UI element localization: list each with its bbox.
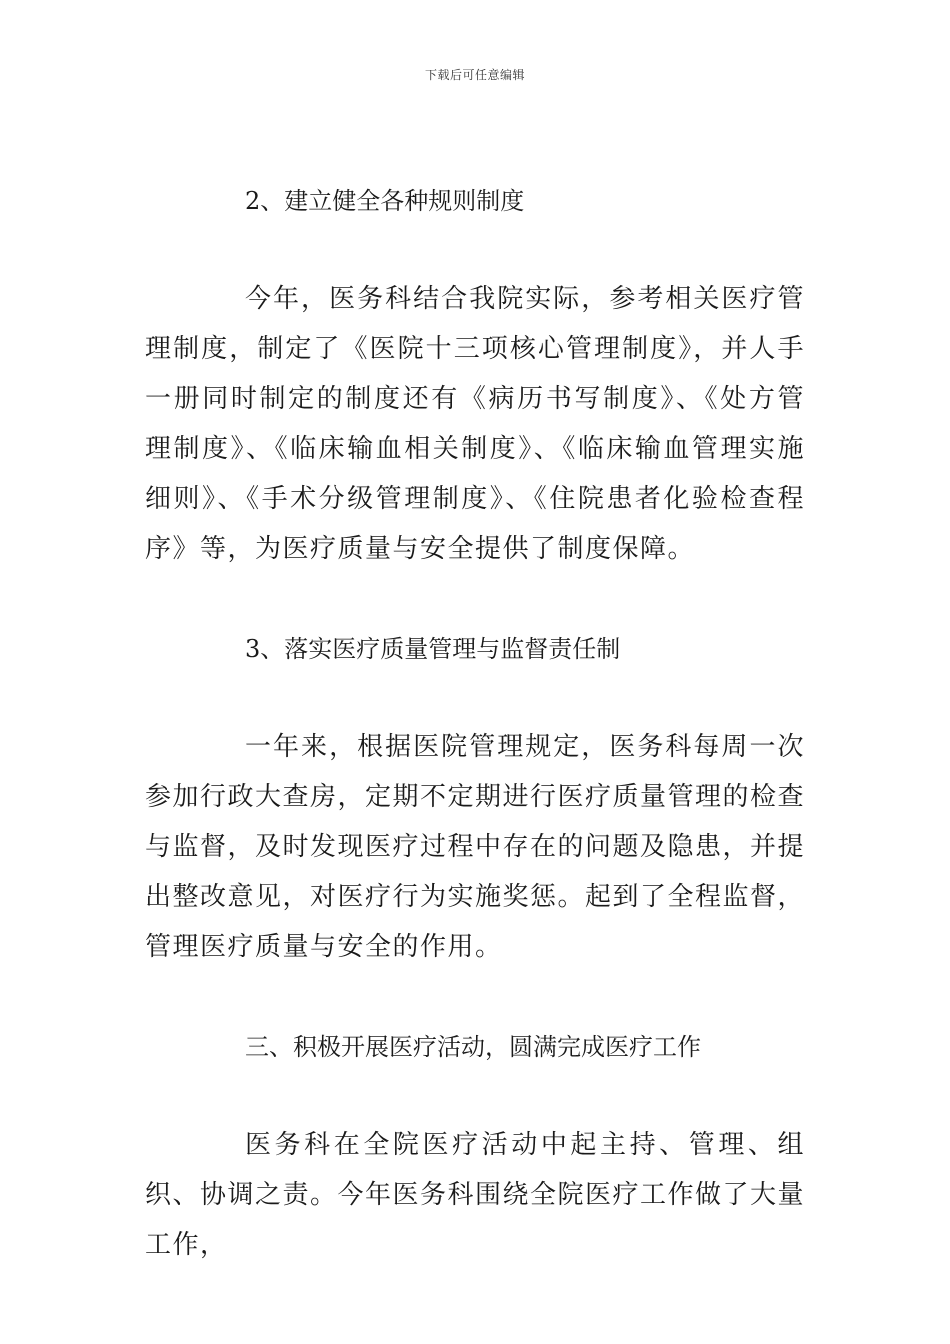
page-header-note: 下载后可任意编辑 <box>424 68 525 82</box>
spacer <box>145 1072 805 1120</box>
section-paragraph-3: 一年来，根据医院管理规定，医务科每周一次参加行政大查房，定期不定期进行医疗质量管理的检查与监督，及时发现医疗过程中存在的问题及隐患，并提出整改意见，对医疗行为实施奖惩。起到了全程监督，管理医疗质量与安全的作用。 <box>145 732 806 962</box>
section-paragraph-2: 今年，医务科结合我院实际，参考相关医疗管理制度，制定了《医院十三项核心管理制度》，并人手一册同时制定的制度还有《病历书写制度》、《处方管理制度》、《临床输血相关制度》、《临床输血管理实施细则》、《手术分级管理制度》、《住院患者化验检查程序》等，为医疗质量与安全提供了制度保障。 <box>145 284 805 564</box>
spacer <box>145 972 805 1022</box>
section-paragraph-three: 医务科在全院医疗活动中起主持、管理、组织、协调之责。今年医务科围绕全院医疗工作做了大量工作， <box>145 1130 806 1260</box>
section-heading-3: 3、落实医疗质量管理与监督责任制 <box>245 635 621 663</box>
section-heading-three: 三、积极开展医疗活动，圆满完成医疗工作 <box>245 1033 701 1061</box>
section-heading-2: 2、建立健全各种规则制度 <box>245 187 525 215</box>
document-body <box>145 176 805 1270</box>
spacer <box>145 674 805 722</box>
spacer <box>145 574 805 624</box>
spacer <box>145 226 805 274</box>
